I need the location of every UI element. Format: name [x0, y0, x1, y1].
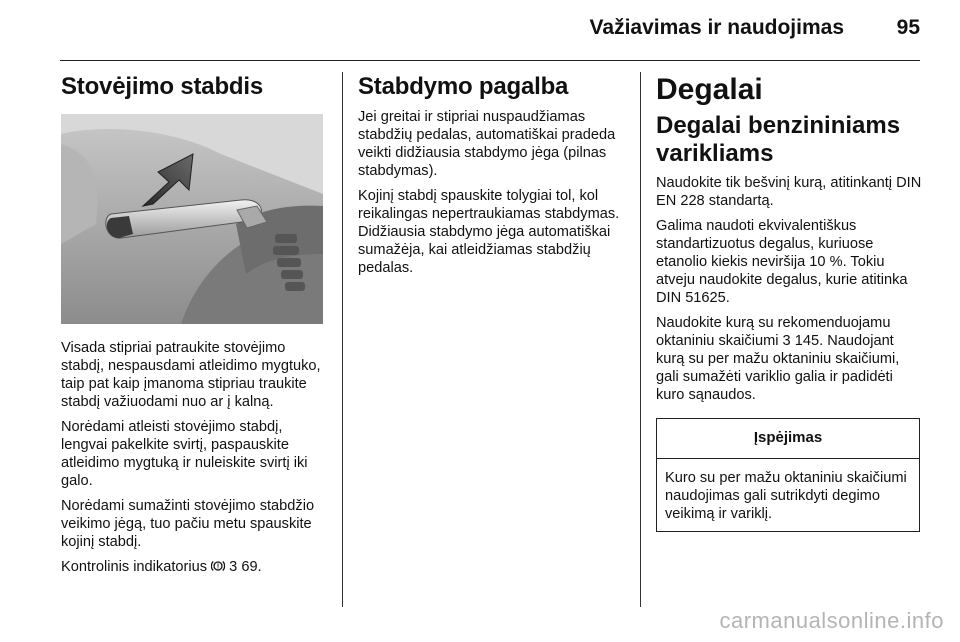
- octane-text-before: Naudokite kurą su rekomenduojamu oktaniniu skaičiumi: [656, 315, 891, 349]
- subheading-petrol-fuel: Degalai benzininiams varikliams: [656, 112, 901, 167]
- parking-brake-lever-arrow-illustration: [61, 114, 323, 324]
- indicator-reference-line: [61, 558, 329, 576]
- warning-text: Kuro su per mažu oktaniniu skaičiumi naudojimas gali sutrikdyti degimo veikimą ir variklį.: [665, 470, 907, 522]
- column-brake-assist: [358, 72, 626, 284]
- paragraph: Jei greitai ir stipriai nuspaudžiamas stabdžių pedalas, automatiškai pradeda veikti didžiausia stabdymo jėga (pilnas stabdymas).: [358, 109, 616, 179]
- paragraph: Norėdami sumažinti stovėjimo stabdžio veikimo jėgą, tuo pačiu metu spauskite kojinį stabdį.: [61, 498, 315, 550]
- paragraph: Galima naudoti ekvivalentiškus standartizuotus degalus, kuriuose etanolio kiekis neviršija 10 %. Tokiu atveju naudokite degalus, kurie atitinka DIN 51625.: [656, 218, 908, 306]
- section-heading-brake-assist: Stabdymo pagalba: [358, 73, 569, 100]
- page-reference: 145.: [794, 333, 824, 349]
- octane-text-after: Naudojant kurą su per mažu oktaniniu skaičiumi, gali sumažėti variklio galia ir padidėti kuro sąnaudos.: [656, 333, 900, 403]
- paragraph: Norėdami atleisti stovėjimo stabdį, lengvai pakelkite svirtį, paspauskite atleidimo mygtuką ir nuleiskite svirtį iki galo.: [61, 419, 308, 489]
- column-parking-brake: [61, 72, 329, 583]
- column-divider-1: [342, 72, 343, 607]
- brake-warning-indicator-icon: [211, 559, 225, 573]
- page-reference: 69.: [241, 559, 262, 575]
- warning-box: [656, 418, 920, 532]
- paragraph: Visada stipriai patraukite stovėjimo stabdį, nespausdami atleidimo mygtuko, taip pat kaip įmanoma stipriau traukite stabdį važiuodami nuo ar į kalną.: [61, 340, 321, 410]
- ref-arrow-icon: 3: [229, 559, 238, 575]
- indicator-label: Kontrolinis indikatorius: [61, 559, 208, 575]
- ref-arrow-icon: 3: [782, 333, 791, 349]
- warning-title: Įspėjimas: [657, 419, 919, 459]
- header-divider: [60, 60, 920, 61]
- section-heading-parking-brake: Stovėjimo stabdis: [61, 73, 263, 100]
- column-divider-2: [640, 72, 641, 607]
- warning-body: [657, 459, 919, 531]
- paragraph-octane: [656, 314, 924, 404]
- svg-text:!: !: [216, 563, 220, 571]
- column-fuel: [656, 72, 924, 532]
- page-number: 95: [896, 16, 920, 39]
- running-header-title: Važiavimas ir naudojimas: [589, 16, 844, 39]
- section-heading-fuel: Degalai: [656, 73, 763, 106]
- paragraph: Kojinį stabdį spauskite tolygiai tol, kol reikalingas nepertraukiamas stabdymas. Didžiausia stabdymo jėga automatiškai sumažėja, kai atleidžiamas stabdžių pedalas.: [358, 188, 620, 276]
- parking-brake-illustration-svg: [61, 114, 323, 324]
- watermark: carmanualsonline.info: [719, 608, 944, 633]
- paragraph: Naudokite tik bešvinį kurą, atitinkantį DIN EN 228 standartą.: [656, 175, 922, 209]
